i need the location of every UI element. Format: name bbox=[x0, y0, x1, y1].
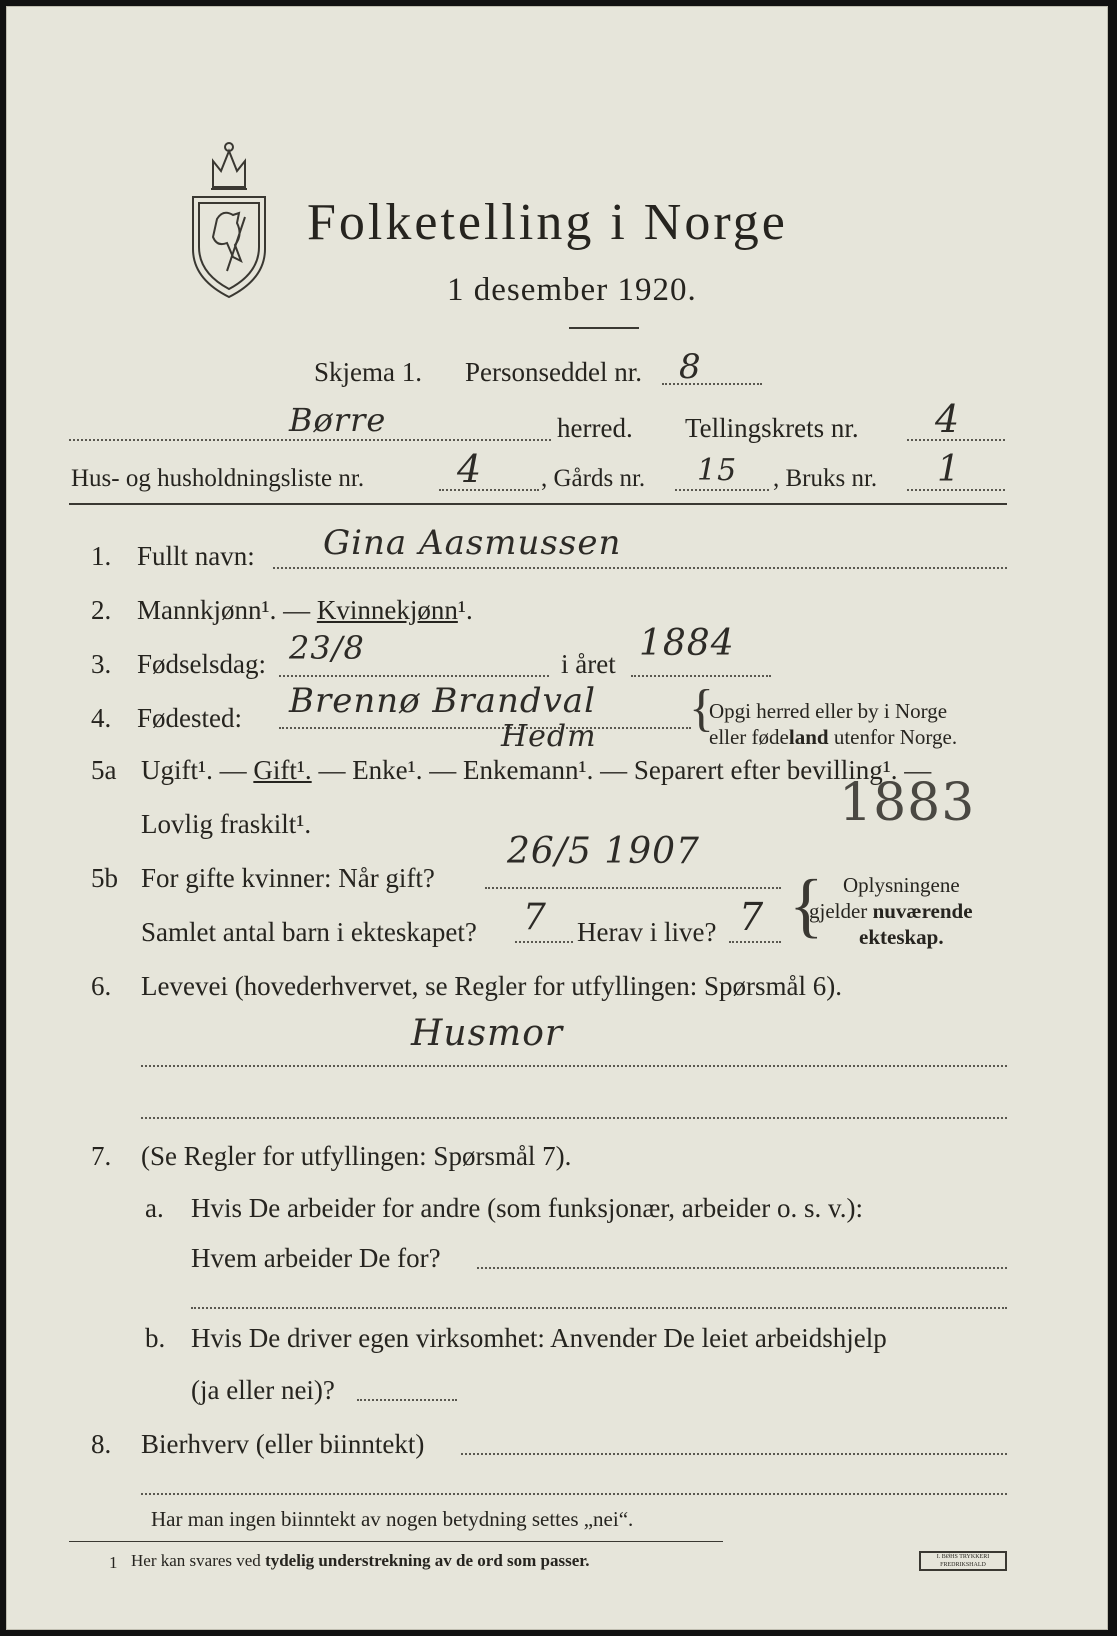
q4-brace: { bbox=[689, 680, 714, 737]
census-form bbox=[6, 6, 1108, 1630]
krets-value: 4 bbox=[935, 397, 961, 441]
q5a-number: 5a bbox=[91, 755, 117, 785]
children-label: Samlet antal barn i ekteskapet? bbox=[141, 917, 477, 947]
q5b-number: 5b bbox=[91, 863, 118, 893]
hired-help-field[interactable] bbox=[357, 1399, 457, 1401]
gards-field[interactable] bbox=[675, 489, 769, 491]
children-alive-label: Herav i live? bbox=[577, 917, 717, 947]
footnote-text-b: tydelig understrekning av de ord som passer. bbox=[265, 1551, 590, 1570]
q5b-note-3: ekteskap. bbox=[859, 925, 944, 949]
female-option[interactable]: Kvinnekjønn bbox=[316, 595, 458, 625]
q7a-text: Hvis De arbeider for andre (som funksjonær, arbeider o. s. v.): bbox=[191, 1193, 863, 1223]
q2-text bbox=[137, 595, 473, 626]
side-income-note: Har man ingen biinntekt av nogen betydning settes „nei“. bbox=[151, 1507, 634, 1531]
header-rule bbox=[69, 503, 1007, 505]
male-option[interactable]: Mannkjønn¹. — bbox=[137, 595, 317, 625]
q4-note-2c: utenfor Norge. bbox=[828, 725, 958, 749]
employer-label: Hvem arbeider De for? bbox=[191, 1243, 441, 1273]
side-income-label: Bierhverv (eller biinntekt) bbox=[141, 1429, 425, 1459]
q4-note-2a: eller føde bbox=[709, 725, 789, 749]
q7b-text: Hvis De driver egen virksomhet: Anvender De leiet arbeidshjelp bbox=[191, 1323, 887, 1353]
hus-value: 4 bbox=[457, 447, 483, 491]
census-date: 1 desember 1920. bbox=[447, 272, 697, 308]
occupation-value: Husmor bbox=[411, 1013, 564, 1054]
side-income-field-2[interactable] bbox=[141, 1493, 1007, 1495]
married-option[interactable]: Gift¹. bbox=[253, 755, 312, 785]
herred-field[interactable] bbox=[69, 439, 551, 441]
children-field[interactable] bbox=[515, 941, 573, 943]
q8-number: 8. bbox=[91, 1429, 112, 1459]
hus-field[interactable] bbox=[439, 489, 539, 491]
occupation-label: Levevei (hovederhvervet, se Regler for utfyllingen: Spørsmål 6). bbox=[141, 971, 843, 1001]
herred-value: Børre bbox=[289, 401, 387, 439]
children-value: 7 bbox=[523, 897, 547, 938]
marriage-date-field[interactable] bbox=[485, 887, 781, 889]
birthplace-county-value: Hedm bbox=[501, 719, 597, 754]
hus-label: Hus- og husholdningsliste nr. bbox=[71, 465, 365, 492]
q5b-brace: { bbox=[789, 865, 824, 945]
coat-of-arms-icon bbox=[183, 139, 275, 301]
footnote-text-a: Her kan svares ved bbox=[131, 1551, 266, 1570]
q4-label: Fødested: bbox=[137, 703, 242, 733]
birthplace-field[interactable] bbox=[279, 727, 691, 729]
q7b-letter: b. bbox=[145, 1323, 166, 1353]
q5b-note-2 bbox=[809, 899, 973, 924]
q5b-note-1: Oplysningene bbox=[843, 873, 960, 897]
krets-label: Tellingskrets nr. bbox=[685, 413, 859, 443]
full-name-field[interactable] bbox=[273, 567, 1007, 569]
marriage-date-label: For gifte kvinner: Når gift? bbox=[141, 863, 435, 893]
bruks-label: , Bruks nr. bbox=[773, 465, 878, 492]
birth-year-field[interactable] bbox=[631, 675, 771, 677]
q1-number: 1. bbox=[91, 541, 112, 571]
occupation-field-1[interactable] bbox=[141, 1065, 1007, 1067]
herred-label: herred. bbox=[557, 413, 633, 443]
q4-number: 4. bbox=[91, 703, 112, 733]
children-alive-value: 7 bbox=[739, 895, 765, 939]
q4-note-2b: land bbox=[788, 725, 829, 749]
form-title: Folketelling i Norge bbox=[307, 194, 788, 251]
employer-field[interactable] bbox=[477, 1267, 1007, 1269]
person-number-field[interactable] bbox=[662, 383, 762, 385]
person-number-label: Personseddel nr. bbox=[465, 357, 642, 387]
full-name-value: Gina Aasmussen bbox=[323, 523, 622, 563]
marriage-date-value: 26/5 1907 bbox=[507, 831, 700, 872]
birthplace-value: Brennø Brandval bbox=[289, 681, 596, 721]
other-status-options[interactable]: — Enke¹. — Enkemann¹. — Separert efter bevilling¹. — bbox=[311, 755, 932, 785]
occupation-field-2[interactable] bbox=[141, 1117, 1007, 1119]
q3-label: Fødselsdag: bbox=[137, 649, 267, 679]
gards-value: 15 bbox=[697, 453, 738, 488]
footnote-rule bbox=[69, 1541, 723, 1542]
divorced-option[interactable]: Lovlig fraskilt¹. bbox=[141, 809, 312, 839]
gards-label: , Gårds nr. bbox=[541, 465, 646, 492]
title-divider bbox=[569, 327, 639, 329]
q2-footnote-mark: ¹. bbox=[457, 595, 473, 625]
q5b-note-2b: nuværende bbox=[872, 899, 973, 923]
bruks-value: 1 bbox=[937, 449, 961, 490]
employer-field-2[interactable] bbox=[191, 1307, 1007, 1309]
q7-label: (Se Regler for utfyllingen: Spørsmål 7). bbox=[141, 1141, 572, 1171]
birth-year-value: 1884 bbox=[639, 623, 735, 664]
q6-number: 6. bbox=[91, 971, 112, 1001]
birth-year-label: i året bbox=[561, 649, 616, 679]
children-alive-field[interactable] bbox=[729, 941, 781, 943]
unmarried-option[interactable]: Ugift¹. — bbox=[141, 755, 254, 785]
footnote-text bbox=[131, 1551, 590, 1571]
q2-number: 2. bbox=[91, 595, 112, 625]
q5b-note-2a: gjelder bbox=[809, 899, 873, 923]
q3-number: 3. bbox=[91, 649, 112, 679]
schema-label: Skjema 1. bbox=[314, 357, 422, 387]
q4-note-2 bbox=[709, 725, 957, 750]
q7-number: 7. bbox=[91, 1141, 112, 1171]
q1-label: Fullt navn: bbox=[137, 541, 255, 571]
printer-stamp: I. BØHS TRYKKERI FREDRIKSHALD bbox=[919, 1551, 1007, 1571]
side-income-field[interactable] bbox=[461, 1453, 1007, 1455]
person-number-value: 8 bbox=[679, 347, 702, 387]
birthdate-value: 23/8 bbox=[289, 629, 365, 667]
q4-note-1: Opgi herred eller by i Norge bbox=[709, 699, 948, 723]
hired-help-label: (ja eller nei)? bbox=[191, 1375, 335, 1405]
margin-note-year: 1883 bbox=[839, 773, 976, 833]
q7a-letter: a. bbox=[145, 1193, 164, 1223]
footnote-mark: 1 bbox=[109, 1553, 118, 1572]
q5a-options bbox=[141, 755, 931, 786]
birthdate-field[interactable] bbox=[279, 675, 549, 677]
